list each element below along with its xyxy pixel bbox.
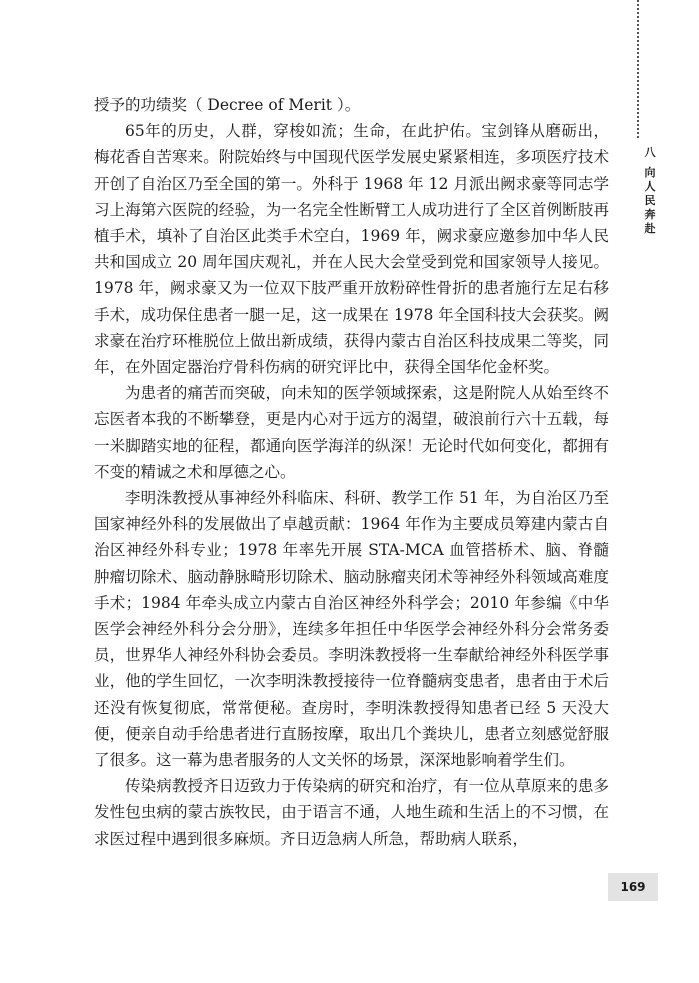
paragraph: 65年的历史，人群，穿梭如流；生命，在此护佑。宝剑锋从磨砺出，梅花香自苦寒来。附院始终与中国现代医学发展史紧紧相连，多项医疗技术开创了自治区乃至全国的第一。外科于 1968 年 12 月派出阙求豪等同志学习上海第六医院的经验，为一名完全性断臂工人成功进行了全区首例断肢再植手术，填补了自治区此类手术空白，1969 年，阙求豪应邀参加中华人民共和国成立 20 周年国庆观礼，并在人民大会堂受到党和国家领导人接见。1978 年，阙求豪又为一位双下肢严重开放粉碎性骨折的患者施行左足右移手术，成功保住患者一腿一足，这一成果在 1978 年全国科技大会获奖。阙求豪在治疗环椎脱位上做出新成绩，获得内蒙古自治区科技成果二等奖，同年，在外固定器治疗骨科伤病的研究评比中，获得全国华佗金杯奖。 [94, 122, 609, 377]
chapter-number: 八 [644, 146, 656, 159]
body-text [94, 92, 609, 852]
chapter-title: 向人民奔赴 [644, 166, 656, 235]
paragraph: 授予的功绩奖（ Decree of Merit ）。 [94, 96, 361, 114]
paragraph: 为患者的痛苦而突破，向未知的医学领域探索，这是附院人从始至终不忘医者本我的不断攀登，更是内心对于远方的渴望，破浪前行六十五载，每一米脚踏实地的征程，都通向医学海洋的纵深！无论时代如何变化，都拥有不变的精诚之术和厚德之心。 [94, 384, 609, 481]
chapter-running-head [640, 146, 660, 236]
paragraph: 传染病教授齐日迈致力于传染病的研究和治疗，有一位从草原来的患多发性包虫病的蒙古族牧民，由于语言不通，人地生疏和生活上的不习惯，在求医过程中遇到很多麻烦。齐日迈急病人所急，帮助病人联系， [94, 777, 609, 848]
header-dotted-rule [637, 0, 639, 138]
paragraph: 李明洙教授从事神经外科临床、科研、教学工作 51 年，为自治区乃至国家神经外科的发展做出了卓越贡献：1964 年作为主要成员筹建内蒙古自治区神经外科专业；1978 年率先开展 STA-MCA 血管搭桥术、脑、脊髓肿瘤切除术、脑动静脉畸形切除术、脑动脉瘤夹闭术等神经外科领域高难度手术；1984 年牵头成立内蒙古自治区神经外科学会；2010 年参编《中华医学会神经外科分会分册》，连续多年担任中华医学会神经外科分会常务委员，世界华人神经外科协会委员。李明洙教授将一生奉献给神经外科医学事业，他的学生回忆，一次李明洙教授接待一位脊髓病变患者，患者由于术后还没有恢复彻底，常常便秘。查房时，李明洙教授得知患者已经 5 天没大便，便亲自动手给患者进行直肠按摩，取出几个粪块儿，患者立刻感觉舒服了很多。这一幕为患者服务的人文关怀的场景，深深地影响着学生们。 [94, 489, 609, 770]
page-number: 169 [608, 873, 658, 901]
